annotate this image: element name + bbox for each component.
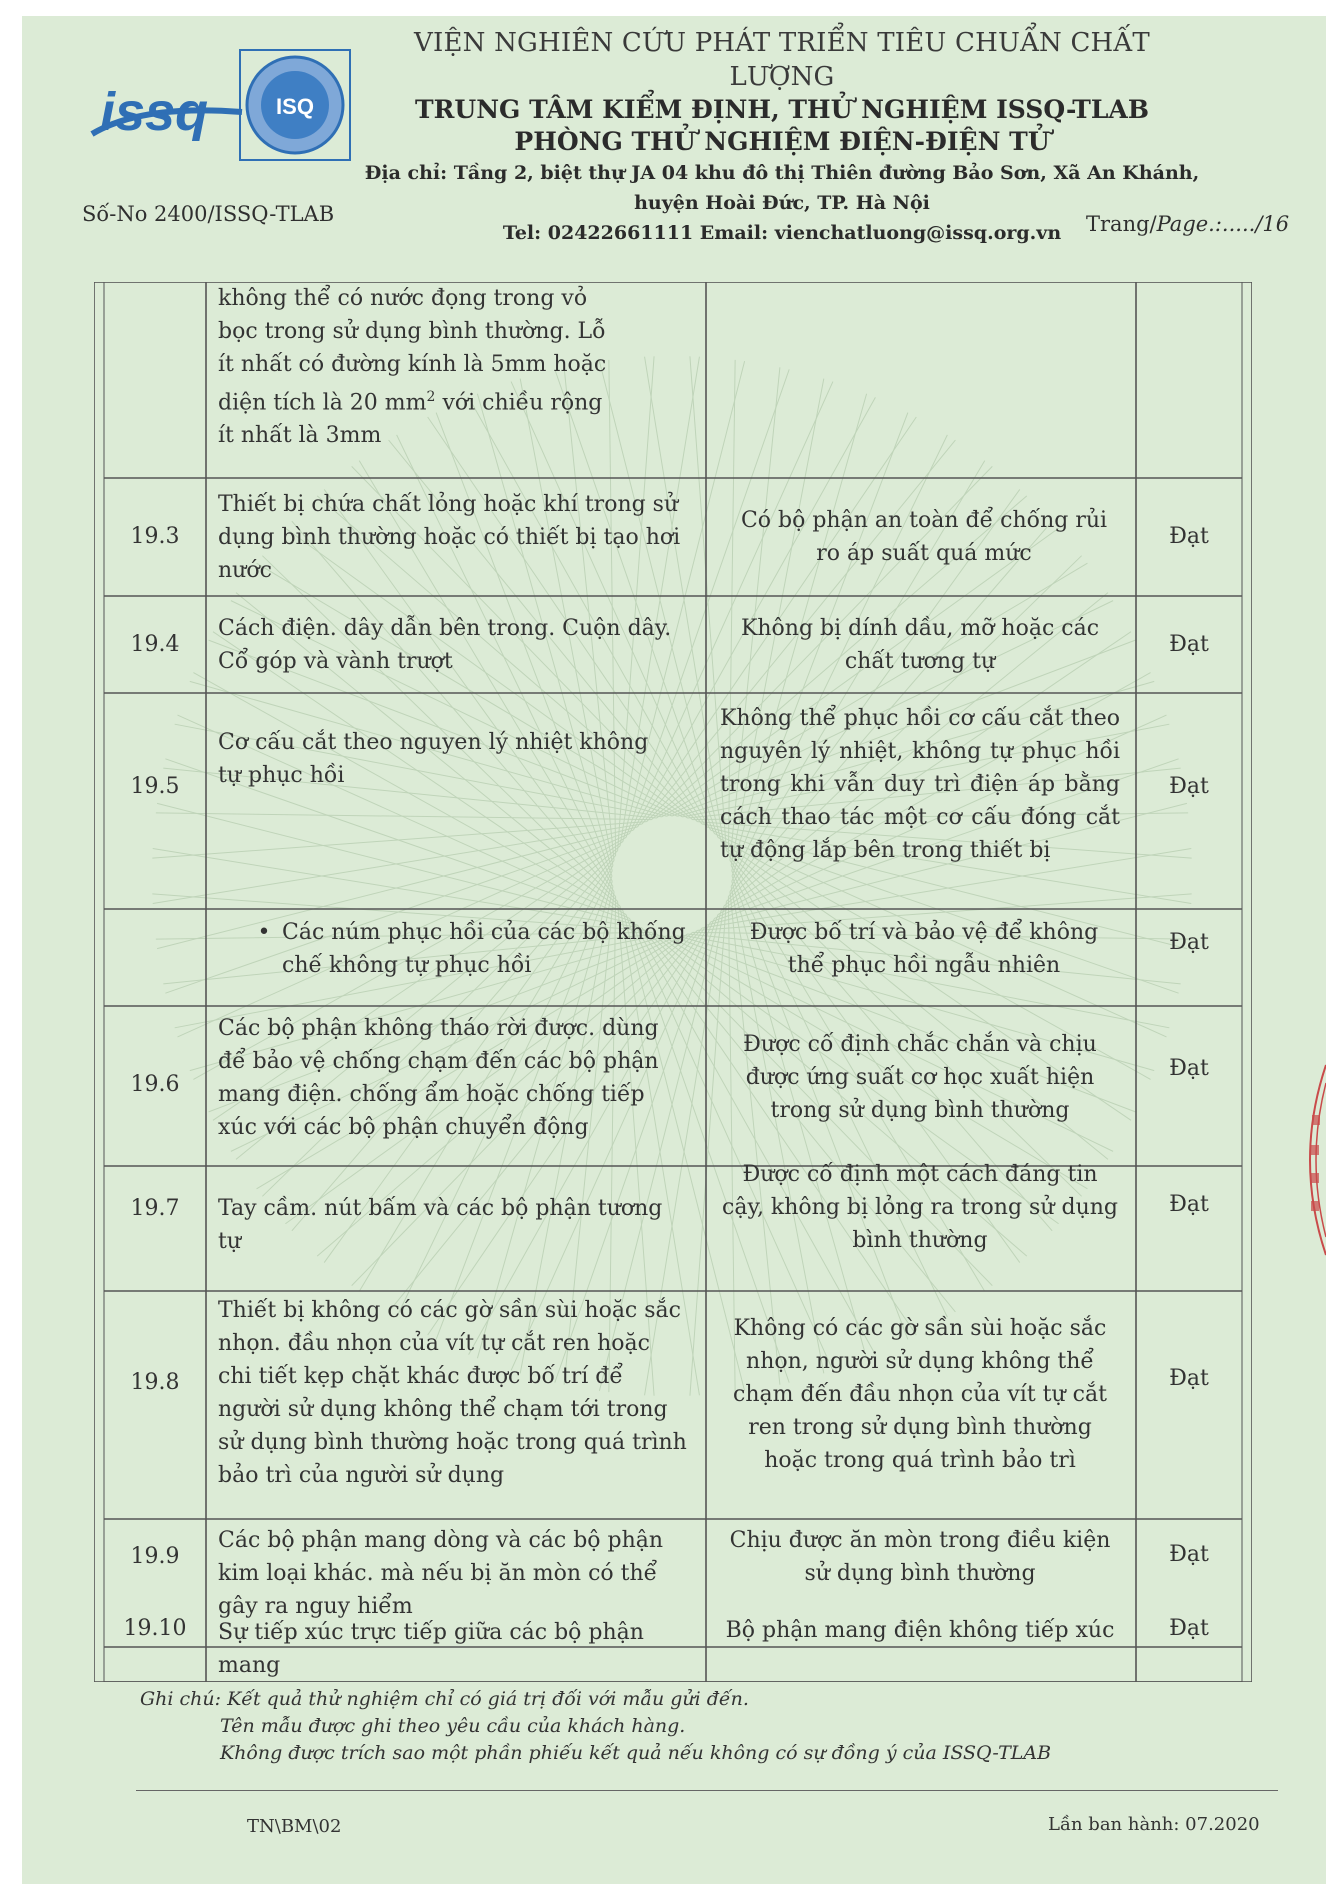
- finding-cell: Có bộ phận an toàn để chống rủi ro áp suất quá mức: [740, 508, 1108, 566]
- finding-cell: Không có các gờ sần sùi hoặc sắc nhọn, người sử dụng không thể chạm đến đầu nhọn của vít tự cắt ren trong sử dụng bình thường hoặc trong quá trình bảo trì: [733, 1316, 1107, 1473]
- address-line-2: huyện Hoài Đức, TP. Hà Nội: [634, 192, 930, 214]
- note-line-1: Ghi chú: Kết quả thử nghiệm chỉ có giá trị đối với mẫu gửi đến.: [140, 1688, 749, 1710]
- row-number: 19.6: [130, 1072, 180, 1097]
- row-number: 19.5: [130, 774, 180, 799]
- table-row-continuation-requirement: [218, 282, 618, 452]
- requirement-cell: Cách điện. dây dẫn bên trong. Cuộn dây. Cổ góp và vành trượt: [218, 616, 672, 674]
- page-value: Page.:...../16: [1156, 212, 1290, 236]
- results-table: [94, 282, 1252, 1682]
- requirement-cell: Cơ cấu cắt theo nguyen lý nhiệt không tự phục hồi: [218, 730, 649, 788]
- page-number: [1086, 212, 1289, 236]
- letterhead: [22, 16, 1326, 246]
- requirement-cell: Sự tiếp xúc trực tiếp giữa các bộ phận mang: [218, 1620, 644, 1678]
- result-cell: Đạt: [1169, 1542, 1209, 1567]
- issue-date: Lần ban hành: 07.2020: [1048, 1814, 1260, 1835]
- requirement-cell: Các bộ phận không tháo rời được. dùng để bảo vệ chống chạm đến các bộ phận mang điện. chống ẩm hoặc chống tiếp xúc với các bộ phận chuyển động: [218, 1016, 659, 1140]
- notes: [140, 1686, 1051, 1767]
- requirement-cell: Thiết bị không có các gờ sần sùi hoặc sắc nhọn. đầu nhọn của vít tự cắt ren hoặc chi tiết kẹp chặt khác được bố trí để người sử dụng không thể chạm tới trong sử dụng bình thường hoặc trong quá trình bảo trì của người sử dụng: [218, 1298, 687, 1488]
- address-line-1: Địa chỉ: Tầng 2, biệt thự JA 04 khu đô thị Thiên đường Bảo Sơn, Xã An Khánh,: [364, 162, 1200, 184]
- note-line-2: Tên mẫu được ghi theo yêu cầu của khách hàng.: [220, 1715, 686, 1737]
- center-name: TRUNG TÂM KIỂM ĐỊNH, THỬ NGHIỆM ISSQ-TLAB: [415, 95, 1149, 124]
- result-cell: Đạt: [1169, 930, 1209, 955]
- logo-wordmark: issq: [100, 82, 209, 142]
- requirement-cell-bullet: [246, 916, 686, 982]
- letterhead-text: [362, 26, 1202, 248]
- document-number: Số-No 2400/ISSQ-TLAB: [82, 202, 335, 226]
- finding-cell: Không thể phục hồi cơ cấu cắt theo nguyên lý nhiệt, không tự phục hồi trong khi vẫn duy trì điện áp bằng cách thao tác một cơ cấu đóng cắt tự động lắp bên trong thiết bị: [720, 706, 1120, 863]
- finding-cell: Bộ phận mang điện không tiếp xúc: [725, 1618, 1115, 1643]
- finding-cell: Không bị dính dầu, mỡ hoặc các chất tương tự: [740, 616, 1100, 674]
- requirement-cell: Các bộ phận mang dòng và các bộ phận kim loại khác. mà nếu bị ăn mòn có thể gây ra nguy hiểm: [218, 1528, 664, 1619]
- red-stamp-partial: [1290, 1055, 1326, 1265]
- result-cell: Đạt: [1169, 1366, 1209, 1391]
- note-line-3: Không được trích sao một phần phiếu kết quả nếu không có sự đồng ý của ISSQ-TLAB: [220, 1742, 1052, 1764]
- result-cell: Đạt: [1169, 1192, 1209, 1217]
- requirement-text: Các núm phục hồi của các bộ khống chế không tự phục hồi: [282, 920, 686, 978]
- result-cell: Đạt: [1169, 1056, 1209, 1081]
- row-number: 19.7: [130, 1196, 180, 1221]
- finding-cell: Được cố định chắc chắn và chịu được ứng suất cơ học xuất hiện trong sử dụng bình thường: [743, 1032, 1097, 1123]
- requirement-text: không thể có nước đọng trong vỏ bọc trong sử dụng bình thường. Lỗ ít nhất có đường kính là 5mm hoặc diện tích là 20 mm: [218, 286, 607, 416]
- finding-cell: Được bố trí và bảo vệ để không thể phục hồi ngẫu nhiên: [749, 920, 1099, 978]
- result-cell: Đạt: [1169, 524, 1209, 549]
- row-number: 19.3: [130, 524, 180, 549]
- page-label: Trang/: [1086, 212, 1157, 236]
- result-cell: Đạt: [1169, 1616, 1209, 1641]
- institute-name: VIỆN NGHIÊN CỨU PHÁT TRIỂN TIÊU CHUẨN CHẤT LƯỢNG: [414, 28, 1150, 92]
- document-page: [22, 16, 1326, 1884]
- superscript: 2: [426, 389, 436, 405]
- requirement-cell: Thiết bị chứa chất lỏng hoặc khí trong sử dụng bình thường hoặc có thiết bị tạo hơi nước: [218, 492, 681, 583]
- contact-line: Tel: 02422661111 Email: vienchatluong@issq.org.vn: [502, 222, 1062, 244]
- bullet-icon: •: [257, 920, 271, 945]
- row-number: 19.9: [130, 1544, 180, 1569]
- result-cell: Đạt: [1169, 774, 1209, 799]
- requirement-cell: Tay cầm. nút bấm và các bộ phận tương tự: [218, 1196, 663, 1254]
- finding-cell: Chịu được ăn mòn trong điều kiện sử dụng bình thường: [729, 1528, 1111, 1586]
- form-code: TN\BM\02: [247, 1816, 342, 1837]
- lab-name: PHÒNG THỬ NGHIỆM ĐIỆN-ĐIỆN TỬ: [514, 127, 1050, 156]
- seal-text: ISQ: [276, 94, 314, 119]
- row-number: 19.8: [130, 1370, 180, 1395]
- issq-logo: [82, 34, 352, 174]
- finding-cell: Được cố định một cách đáng tin cậy, không bị lỏng ra trong sử dụng bình thường: [722, 1162, 1118, 1253]
- row-number: 19.4: [130, 632, 180, 657]
- row-number: 19.10: [123, 1616, 187, 1641]
- requirement-text-tail: với chiều rộng ít nhất là 3mm: [218, 390, 603, 449]
- result-cell: Đạt: [1169, 632, 1209, 657]
- footer-divider: [136, 1790, 1278, 1791]
